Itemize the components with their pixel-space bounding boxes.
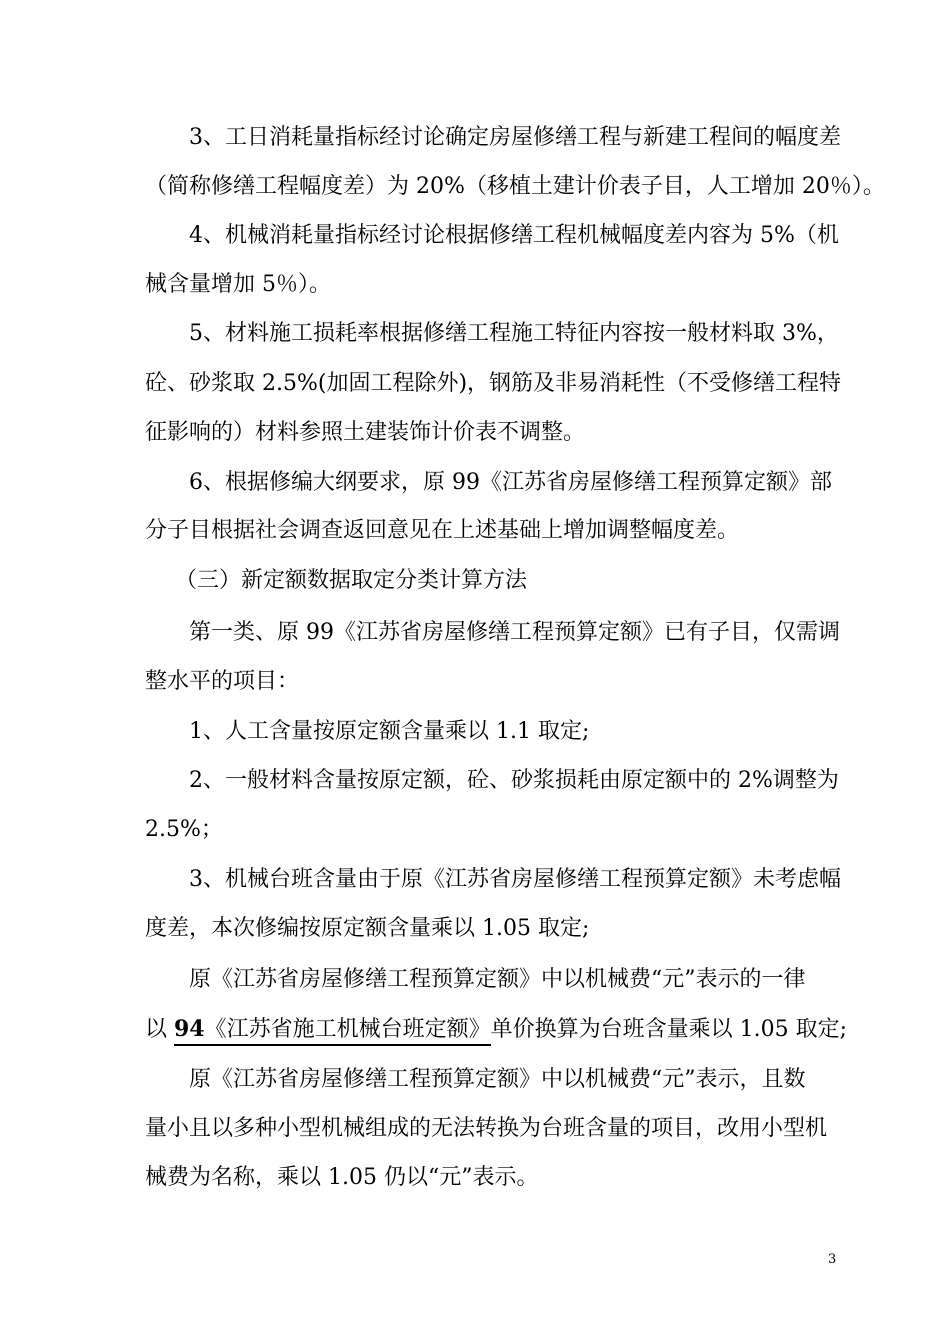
reference-number: 94	[174, 1016, 205, 1042]
paragraph-line: 1、人工含量按原定额含量乘以 1.1 取定;	[189, 719, 590, 744]
paragraph-line: 整水平的项目：	[145, 669, 300, 694]
paragraph-line: （简称修缮工程幅度差）为 20%（移植土建计价表子目，人工增加 20％）。	[145, 174, 885, 199]
paragraph-line: 械费为名称，乘以 1.05 仍以“元”表示。	[145, 1165, 539, 1190]
paragraph-line: 第一类、原 99《江苏省房屋修缮工程预算定额》已有子目，仅需调	[189, 620, 840, 645]
paragraph-line: 征影响的）材料参照土建装饰计价表不调整。	[145, 420, 586, 445]
paragraph-line: 2、一般材料含量按原定额，砼、砂浆损耗由原定额中的 2%调整为	[189, 768, 839, 793]
paragraph-line: 分子目根据社会调查返回意见在上述基础上增加调整幅度差。	[145, 518, 740, 543]
page-number: 3	[828, 1252, 837, 1267]
reference-title: 《江苏省施工机械台班定额》	[204, 1017, 491, 1042]
paragraph-line: 砼、砂浆取 2.5%(加固工程除外)，钢筋及非易消耗性（不受修缮工程特	[145, 371, 842, 396]
paragraph-line: 3、工日消耗量指标经讨论确定房屋修缮工程与新建工程间的幅度差	[189, 125, 841, 150]
underlined-reference	[174, 1017, 491, 1046]
line-prefix: 以	[145, 1017, 174, 1042]
paragraph-line: 原《江苏省房屋修缮工程预算定额》中以机械费“元”表示，且数	[189, 1067, 806, 1092]
paragraph-line-mixed	[145, 1015, 848, 1044]
paragraph-line: 量小且以多种小型机械组成的无法转换为台班含量的项目，改用小型机	[145, 1116, 828, 1141]
paragraph-line: 6、根据修编大纲要求，原 99《江苏省房屋修缮工程预算定额》部	[189, 470, 832, 495]
paragraph-line: 5、材料施工损耗率根据修缮工程施工特征内容按一般材料取 3%，	[189, 321, 839, 346]
section-heading: （三）新定额数据取定分类计算方法	[175, 568, 528, 593]
paragraph-line: 2.5%；	[145, 817, 223, 842]
line-suffix: 单价换算为台班含量乘以 1.05 取定;	[490, 1017, 848, 1042]
paragraph-line: 度差，本次修编按原定额含量乘以 1.05 取定;	[145, 916, 590, 941]
paragraph-line: 3、机械台班含量由于原《江苏省房屋修缮工程预算定额》未考虑幅	[189, 867, 841, 892]
paragraph-line: 械含量增加 5％）。	[145, 272, 331, 297]
paragraph-line: 4、机械消耗量指标经讨论根据修缮工程机械幅度差内容为 5%（机	[189, 223, 839, 248]
paragraph-line: 原《江苏省房屋修缮工程预算定额》中以机械费“元”表示的一律	[189, 967, 806, 992]
